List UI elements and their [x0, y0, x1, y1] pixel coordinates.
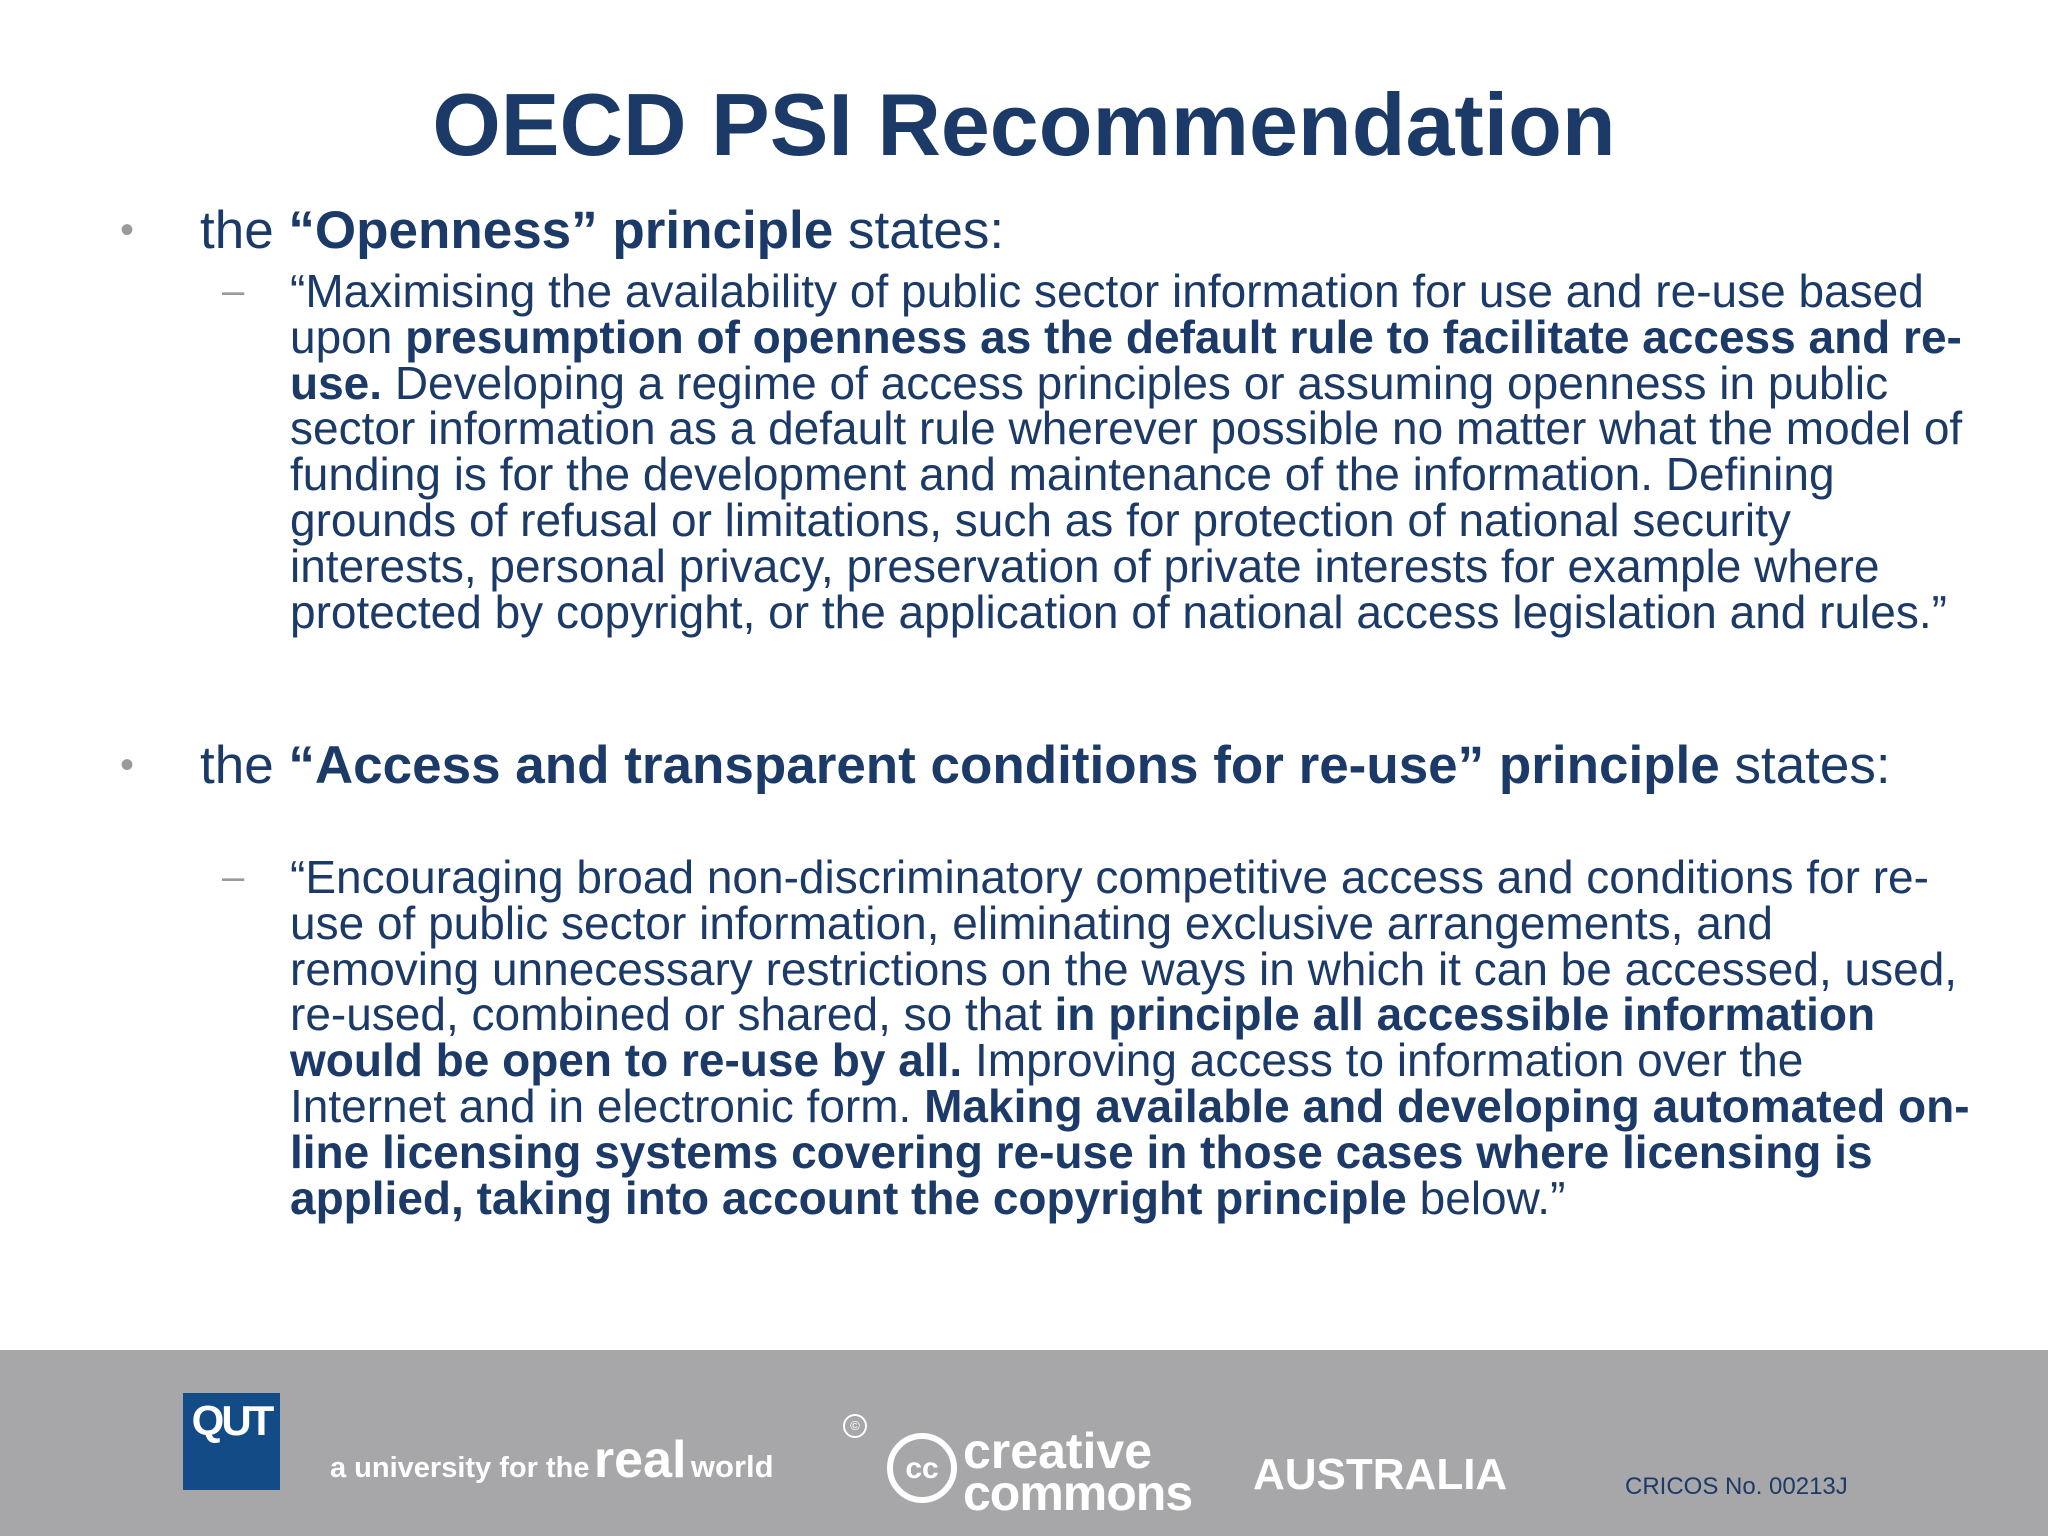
bullet-access-pre: the: [200, 736, 289, 795]
creative-commons-wordmark: [963, 1423, 1193, 1521]
bullet-openness-bold: “Openness” principle: [288, 201, 834, 260]
tagline-real-text: real: [593, 1431, 687, 1489]
tagline-small-text: a university for the: [330, 1452, 590, 1484]
quote-openness: [290, 265, 1970, 638]
bullet-openness: [200, 203, 1960, 258]
cc-country-label: AUSTRALIA: [1253, 1450, 1508, 1499]
quote-openness-text-2: Developing a regime of access principles or assuming openness in public sector information as a default rule wherever possible no matter what the model of funding is for the development and maintenance of the information. Defining grounds of refusal or limitations, such as for protection of national security interests, personal privacy, preservation of private interests for example where protected by copyright, or the application of national access legislation and rules.”: [290, 356, 1963, 638]
cc-word-commons: commons: [963, 1465, 1193, 1521]
quote-access-bold-2: Making available and developing automated on-line licensing systems covering re-use in those cases where licensing is applied, taking into account the copyright principle: [290, 1079, 1970, 1224]
qut-logo: QUT: [183, 1393, 280, 1490]
cricos-number: CRICOS No. 00213J: [1625, 1473, 1848, 1500]
slide-title: OECD PSI Recommendation: [432, 75, 1616, 174]
university-tagline: [330, 1430, 774, 1490]
footer-bar: [0, 1350, 2048, 1536]
bullet-openness-pre: the: [200, 201, 289, 260]
tagline-world-text: world: [690, 1449, 774, 1484]
quote-openness-text-1: “Maximising the availability of public sector information for use and re-use based upon: [290, 265, 1924, 363]
quote-access: [290, 851, 1970, 1224]
bullet-access-bold: “Access and transparent conditions for re-use” principle: [288, 736, 1720, 795]
copyright-icon: ©: [843, 1414, 867, 1438]
quote-access-text-1: “Encouraging broad non-discriminatory competitive access and conditions for re-use of public sector information, eliminating exclusive arrangements, and removing unnecessary restrictions on the ways in which it can be accessed, used, re-used, combined or shared, so that: [290, 851, 1958, 1041]
cc-word-creative: creative: [963, 1423, 1153, 1479]
quote-access-bold-1: in principle all accessible information would be open to re-use by all.: [290, 988, 1876, 1087]
quote-access-text-2: Improving access to information over the Internet and in electronic form.: [290, 1034, 1804, 1132]
cc-icon-text: cc: [905, 1452, 939, 1485]
quote-access-text-3: below.”: [1406, 1171, 1566, 1224]
bullet-access: [200, 738, 1960, 793]
bullet-openness-post: states:: [833, 201, 1005, 260]
quote-openness-bold-1: presumption of openness as the default rule to facilitate access and re-use.: [290, 310, 1962, 409]
bullet-access-post: states:: [1719, 736, 1891, 795]
creative-commons-icon: [886, 1432, 958, 1504]
